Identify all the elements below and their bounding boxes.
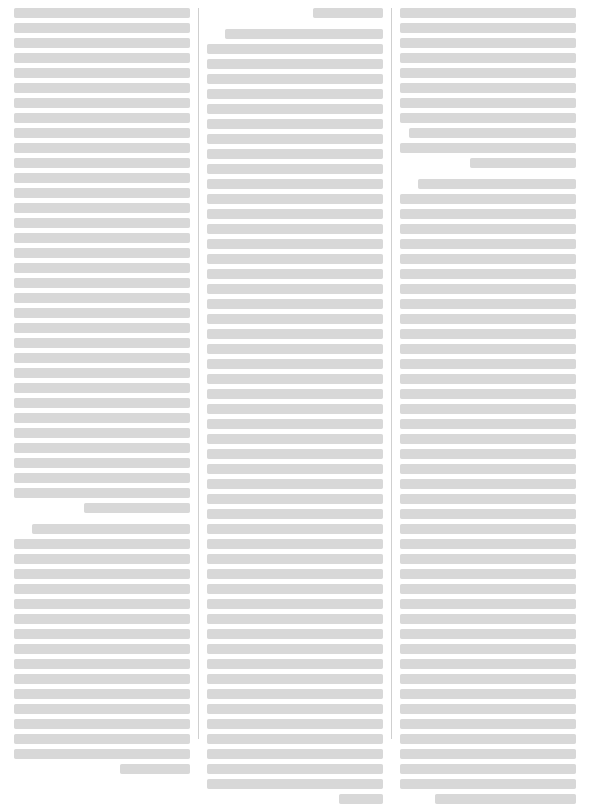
text-line [207,779,383,789]
text-line [14,473,190,483]
text-line [207,464,383,474]
text-line [400,584,576,594]
text-line [400,479,576,489]
text-line [400,98,576,108]
text-line [400,23,576,33]
text-line [207,179,383,189]
text-line [207,44,383,54]
text-line [207,329,383,339]
text-line [400,524,576,534]
text-line [14,68,190,78]
text-line [207,524,383,534]
text-line [400,53,576,63]
text-line [14,674,190,684]
text-line [14,689,190,699]
text-line [14,719,190,729]
text-line [84,503,190,513]
text-line [339,794,383,804]
text-line [14,128,190,138]
text-line [14,233,190,243]
text-line [14,629,190,639]
text-line [207,584,383,594]
text-line [14,368,190,378]
text-line [207,479,383,489]
paragraph [14,524,190,774]
text-line [207,89,383,99]
paragraph [400,8,576,168]
text-line [207,659,383,669]
text-line [207,629,383,639]
text-line [400,764,576,774]
text-line [207,404,383,414]
text-line [400,419,576,429]
text-line [14,599,190,609]
text-line [400,83,576,93]
text-line [207,509,383,519]
text-line [14,584,190,594]
text-line [400,434,576,444]
text-line [14,659,190,669]
text-line [14,23,190,33]
text-line [207,269,383,279]
text-line [14,569,190,579]
text-line [207,434,383,444]
text-line [207,119,383,129]
text-line [14,323,190,333]
text-line [400,629,576,639]
text-line [207,674,383,684]
text-line [14,218,190,228]
text-line [207,209,383,219]
text-line [400,749,576,759]
text-line [14,293,190,303]
column-right [391,8,584,739]
text-line [14,143,190,153]
text-line [400,734,576,744]
text-line [400,599,576,609]
text-line [14,428,190,438]
text-line [400,614,576,624]
text-line [207,689,383,699]
text-line [207,344,383,354]
text-line [400,404,576,414]
text-line [400,719,576,729]
text-line [14,83,190,93]
paragraph [400,179,576,804]
text-line [14,263,190,273]
text-line [14,173,190,183]
text-line [14,98,190,108]
text-line [14,383,190,393]
text-line [400,194,576,204]
text-line [400,224,576,234]
text-line [207,374,383,384]
text-line [207,569,383,579]
text-line [400,329,576,339]
text-line [400,569,576,579]
text-line [14,443,190,453]
text-line [14,8,190,18]
text-line [207,359,383,369]
text-line [14,53,190,63]
text-line [400,38,576,48]
text-line [207,539,383,549]
text-line [435,794,576,804]
text-line [207,284,383,294]
text-line [400,494,576,504]
text-line [14,353,190,363]
text-line [207,149,383,159]
text-line [400,239,576,249]
text-line [14,458,190,468]
text-line [400,143,576,153]
text-line [14,704,190,714]
paragraph [207,29,383,804]
text-line [207,494,383,504]
text-line [207,134,383,144]
text-line [14,338,190,348]
text-line [400,299,576,309]
text-line [400,209,576,219]
text-line [14,248,190,258]
text-line [14,188,190,198]
text-line [14,749,190,759]
text-line [207,764,383,774]
text-line [207,734,383,744]
text-line [207,194,383,204]
text-line [207,614,383,624]
text-line [14,539,190,549]
text-line [207,299,383,309]
text-line [32,524,190,534]
text-line [207,314,383,324]
text-line [313,8,383,18]
text-line [14,158,190,168]
text-line [400,464,576,474]
text-line [400,344,576,354]
text-line [207,599,383,609]
text-line [14,308,190,318]
text-line [14,278,190,288]
text-line [207,74,383,84]
column-left [6,8,198,739]
text-line [400,779,576,789]
text-line [400,314,576,324]
text-line [400,374,576,384]
text-line [470,158,576,168]
text-line [418,179,576,189]
text-line [207,224,383,234]
text-line [207,164,383,174]
text-line [207,554,383,564]
text-line [14,38,190,48]
text-line [207,419,383,429]
text-line [400,269,576,279]
text-line [207,59,383,69]
text-line [207,644,383,654]
text-line [400,674,576,684]
text-line [400,659,576,669]
text-line [207,749,383,759]
text-line [14,554,190,564]
column-middle [198,8,391,739]
text-line [14,413,190,423]
text-line [14,614,190,624]
text-line [207,704,383,714]
text-line [400,8,576,18]
text-line [120,764,190,774]
article-columns [6,8,584,739]
text-line [400,554,576,564]
text-line [14,113,190,123]
text-line [225,29,383,39]
text-line [14,203,190,213]
text-line [207,719,383,729]
paragraph [207,8,383,18]
text-line [400,509,576,519]
text-line [14,644,190,654]
text-line [400,389,576,399]
text-line [207,389,383,399]
paragraph [14,8,190,513]
text-line [14,398,190,408]
text-line [400,68,576,78]
text-line [207,254,383,264]
text-line [400,644,576,654]
text-line [400,284,576,294]
text-line [400,359,576,369]
text-line [400,449,576,459]
text-line [400,113,576,123]
text-line [14,488,190,498]
text-line [400,704,576,714]
text-line [400,539,576,549]
text-line [14,734,190,744]
text-line [207,239,383,249]
text-line [207,104,383,114]
text-line [207,449,383,459]
text-line [400,254,576,264]
text-line [400,689,576,699]
text-line [409,128,576,138]
